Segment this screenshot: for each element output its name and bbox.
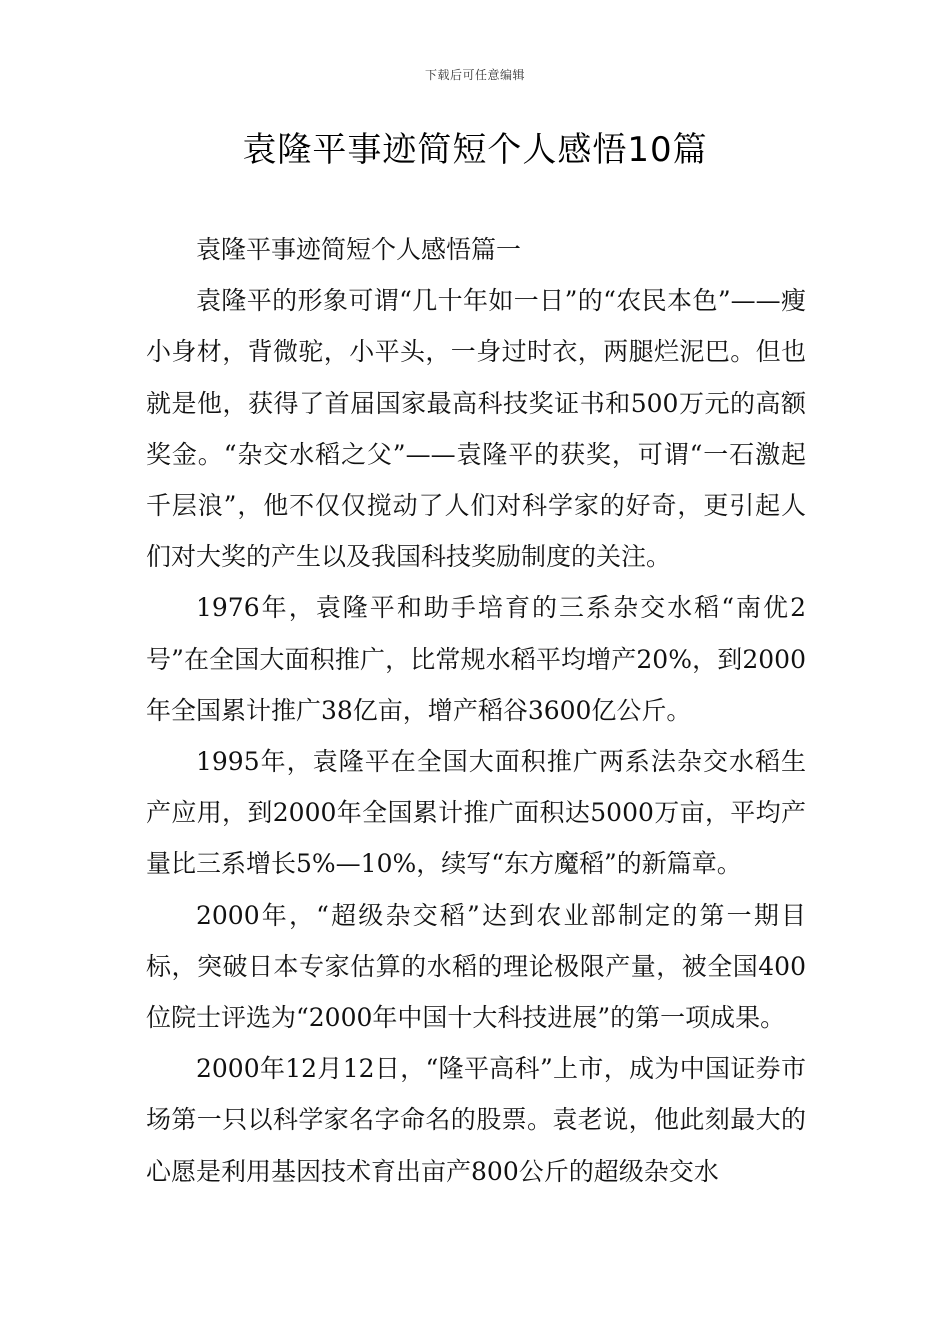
header-note: 下载后可任意编辑 (424, 68, 525, 82)
paragraph: 2000年12月12日，“隆平高科”上市，成为中国证券市场第一只以科学家名字命名的股票。袁老说，他此刻最大的心愿是利用基因技术育出亩产800公斤的超级杂交水 (146, 1054, 806, 1186)
paragraph: 1995年，袁隆平在全国大面积推广两系法杂交水稻生产应用，到2000年全国累计推广面积达5000万亩，平均产量比三系增长5%—10%，续写“东方魔稻”的新篇章。 (146, 747, 806, 879)
section-heading: 袁隆平事迹简短个人感悟篇一 (196, 235, 522, 264)
paragraph: 袁隆平的形象可谓“几十年如一日”的“农民本色”——瘦小身材，背微驼，小平头，一身过时衣，两腿烂泥巴。但也就是他，获得了首届国家最高科技奖证书和500万元的高额奖金。“杂交水稻之父”——袁隆平的获奖，可谓“一石激起千层浪”，他不仅仅搅动了人们对科学家的好奇，更引起人们对大奖的产生以及我国科技奖励制度的关注。 (146, 286, 806, 572)
document-title: 袁隆平事迹简短个人感悟10篇 (242, 130, 708, 170)
document-body (146, 224, 806, 1197)
paragraph: 2000年，“超级杂交稻”达到农业部制定的第一期目标，突破日本专家估算的水稻的理论极限产量，被全国400位院士评选为“2000年中国十大科技进展”的第一项成果。 (146, 900, 806, 1033)
paragraph: 1976年，袁隆平和助手培育的三系杂交水稻“南优2号”在全国大面积推广，比常规水稻平均增产20%，到2000年全国累计推广38亿亩，增产稻谷3600亿公斤。 (146, 593, 806, 725)
